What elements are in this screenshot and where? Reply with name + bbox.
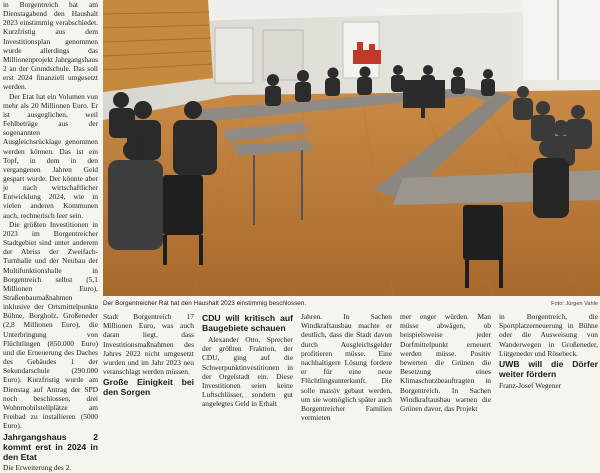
photo-credit: Foto: Jürgen Vahle (551, 301, 598, 307)
column-1-heading: Große Einigkeit bei den Sorgen (103, 377, 194, 398)
column-2-heading: CDU will kritisch auf Baugebiete schauen (202, 313, 293, 333)
bottom-column-2 (202, 312, 293, 409)
column-1-paragraph: Stadt Borgentreich 17 Millionen Euro, was auch daran liegt, dass Investitionsmaßnahmen des Jahres 2022 nicht umgesetzt wurden und im Jahr 2023 neu veranschlagt werden müssen. (103, 312, 194, 377)
column-3-paragraph: Jahren. In Sachen Windkraftausbau machte er deutlich, dass die Stadt davon durch Ausgleichsgelder profitieren müsse. Eine nachhaltigere Lösung fordere er für eine neue Flüchtlingsunterkunft. Die solle massiv gebaut werden, um sie womöglich später auch Borgentreicher Familien vermieten (301, 312, 392, 423)
photo-caption (103, 299, 600, 309)
article-left-column (0, 0, 100, 473)
bottom-column-3 (301, 312, 392, 423)
left-paragraph-2: Der Etat hat ein Volumen von mehr als 20 Millionen Euro. Er ist ausgeglichen, weil Fehlbeträge aus der sogenannten Ausgleichsrücklage genommen werden können. Das ist ein Topf, in dem in den vergangenen Jahren Geld gespart wurde. Der könnte aber je nach wirtschaftlicher Entwicklung 2024, wie in vielen anderen Kommunen auch, rechnerisch leer sein. (3, 91, 98, 220)
council-meeting-photo (103, 0, 600, 296)
column-5-paragraph: in Borgentreich, die Sportplatzerneuerung in Bühne oder die Ausweisung von Wanderwegen in Großeneder, Lütgeneder und Rösebeck. (499, 312, 598, 358)
bottom-column-4 (400, 312, 491, 414)
bottom-column-5 (499, 312, 598, 400)
caption-text: Der Borgentreicher Rat hat den Haushalt 2023 einstimmig beschlossen. (103, 300, 307, 307)
column-5-after-heading: Franz-Josef Wegener (499, 381, 562, 391)
left-paragraph-4: Die Erweiterung des 2. (3, 463, 72, 473)
bottom-column-1 (103, 312, 194, 400)
council-meeting-illustration (103, 0, 600, 296)
article-bottom-columns (103, 312, 600, 423)
column-5-heading: UWB will die Dörfer weiter fördern (499, 359, 598, 380)
column-2-paragraph: Alexander Otto, Sprecher der größten Fraktion, der CDU, ging auf die Schwerpunktinvestitionen in der Orgelstadt ein. Diese Investitionen seien keine Luftschlösser, sondern gut angelegtes Geld in Erhalt (202, 335, 293, 409)
column-4-paragraph: mer enger würden. Man müsse abwägen, ob beispielsweise jeder Dorfmittelpunkt erneuert werden müsse. Positiv bewerten die Grünen die Besetzung eines Klimaschutzbeauftragten in Borgentreich. In Sachen Windkraftausbau warnen die Grünen davor, das Projekt (400, 312, 491, 414)
left-subheading: Jahrgangshaus 2 kommt erst in 2024 in den Etat (3, 432, 98, 463)
left-paragraph-1: in Borgentreich hat am Dienstagabend den Haushalt 2023 einstimmig verabschiedet. Kurzfristig aus dem Investitionsplan genommen wurde allerdings das Millionenprojekt Jahrgangshaus 2 an der Grundschule. Das soll erst 2024 finanziell umgesetzt werden. (3, 0, 98, 92)
left-paragraph-3: Die größten Investitionen in 2023 im Borgentreicher Stadtgebiet sind unter anderem der Abriss der Zweifach-Turnhalle und der Neubau der Multifunktionshalle in Borgentreich selbst (5,1 Millionen Euro), Straßenbaumaßnahmen inklusive der Ortsmittelpunkte Bühne, Borgholz, Großeneder (2,8 Millionen Euro), die Unterbringung von Flüchtlingen (850.000 Euro) und die Erneuerung des Daches des Gebäudes 1 der Sekundarschule (290.000 Euro). Kurzfristig wurde am Dienstag auf Antrag der SPD noch beschlossen, drei Wohnmobilstellplätze am Freibad zu installieren (5000 Euro). (3, 219, 98, 431)
